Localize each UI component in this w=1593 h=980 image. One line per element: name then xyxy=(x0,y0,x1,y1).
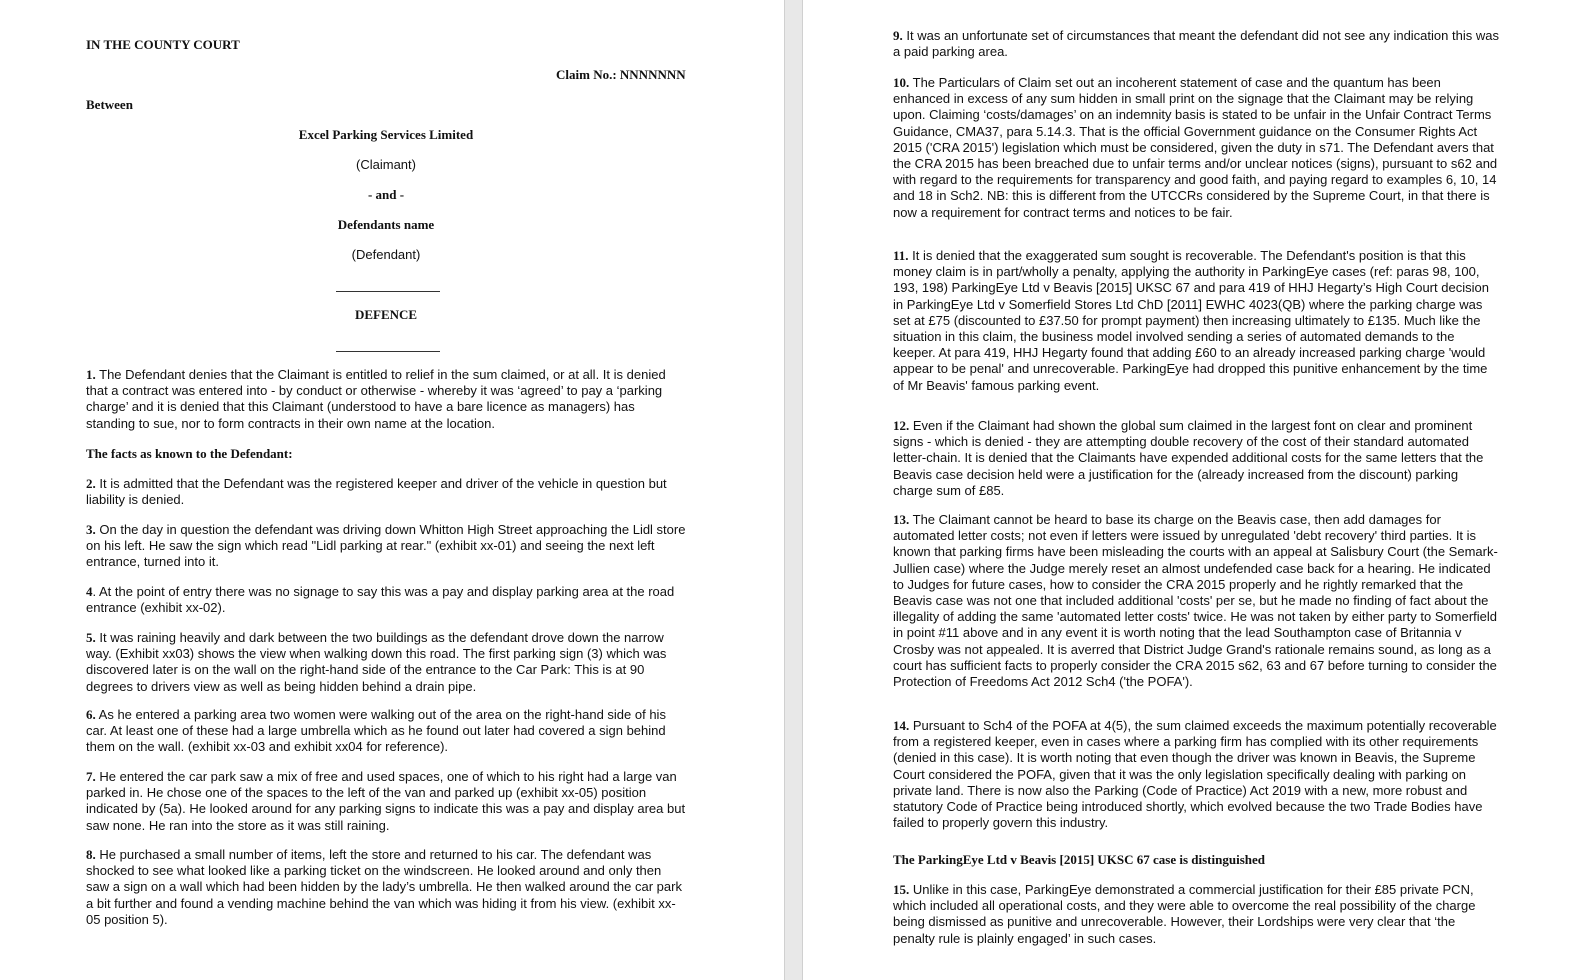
defendant-name: Defendants name xyxy=(337,217,435,232)
court-heading: IN THE COUNTY COURT xyxy=(86,37,240,52)
paragraph-11: 11. It is denied that the exaggerated sum sought is recoverable. The Defendant's position is that this money claim is in part/wholly a penalty, applying the authority in ParkingEye cases (ref: paras 98, 100, 193, 198) ParkingEye Ltd v Beavis [2015] UKSC 67 and para 419 of HHJ Hegarty’s High Court decision in ParkingEye Ltd v Somerfield Stores Ltd ChD [2011] EWHC 4023(QB) where the parking charge was set at £75 (discounted to £37.50 for prompt payment) then increasing ultimately to £135. Much like the situation in this claim, the business model involved sending a series of automated demands to the keeper. At para 419, HHJ Hegarty found that adding £60 to an already increased parking charge 'would appear to be penal' and unrecoverable. ParkingEye had dropped this punitive enhancement by the time of Mr Beavis' famous parking event. xyxy=(893,248,1489,393)
paragraph-6: 6. As he entered a parking area two women were walking out of the area on the right-hand side of his car. At least one of these had a large umbrella which as he found out later had covered a sign behind them on the wall. (exhibit xx-03 and exhibit xx04 for reference). xyxy=(86,707,666,755)
paragraph-15: 15. Unlike in this case, ParkingEye demonstrated a commercial justification for their £85 private PCN, which included all operational costs, and they were able to overcome the real possibility of the charge being dismissed as punitive and unrecoverable. However, their Lordships were very clear that ‘the penalty rule is plainly engaged’ in such cases. xyxy=(893,882,1476,946)
paragraph-2: 2. It is admitted that the Defendant was the registered keeper and driver of the vehicle in question but liability is denied. xyxy=(86,476,667,508)
claimant-role: (Claimant) xyxy=(356,157,416,172)
paragraph-8: 8. He purchased a small number of items, left the store and returned to his car. The defendant was shocked to see what looked like a parking ticket on the windscreen. He looked around and only then saw a sign on a wall which had been hidden by the lady’s umbrella. He then walked around the car park a bit further and found a vending machine behind the van which was hiding it from his view. (exhibit xx-05 position 5). xyxy=(86,847,682,927)
divider-line xyxy=(336,291,440,292)
paragraph-3: 3. On the day in question the defendant was driving down Whitton High Street approaching the Lidl store on his left. He saw the sign which read "Lidl parking at rear." (exhibit xx-01) and seeing the next left entrance, turned into it. xyxy=(86,522,686,570)
paragraph-7: 7. He entered the car park saw a mix of free and used spaces, one of which to his right had a large van parked in. He chose one of the spaces to the left of the van and parked up (exhibit xx-05) position indicated by (5a). He looked around for any parking signs to indicate this was a pay and display area but saw none. He ran into the store as it was still raining. xyxy=(86,769,686,833)
claimant-name: Excel Parking Services Limited xyxy=(298,127,474,142)
divider-line xyxy=(336,351,440,352)
paragraph-14: 14. Pursuant to Sch4 of the POFA at 4(5), the sum claimed exceeds the maximum potentially recoverable from a registered keeper, even in cases where a parking firm has complied with its other requirements (denied in this case). It is worth noting that even though the driver was known in Beavis, the Supreme Court considered the POFA, given that it was the only legislation specifically dealing with parking on private land. There is now also the Parking (Code of Practice) Act 2019 with a new, more robust and statutory Code of Practice being introduced shortly, which evolved because the two Trade Bodies have failed to properly govern this industry. xyxy=(893,718,1497,831)
paragraph-1: 1. The Defendant denies that the Claimant is entitled to relief in the sum claimed, or at all. It is denied that a contract was entered into - by conduct or otherwise - whereby it was ‘agreed’ to pay a ‘parking charge’ and it is denied that this Claimant (understood to have a bare licence as managers) has standing to sue, nor to form contracts in their own name at the location. xyxy=(86,367,666,431)
between-label: Between xyxy=(86,97,133,112)
distinguished-heading: The ParkingEye Ltd v Beavis [2015] UKSC 67 case is distinguished xyxy=(893,852,1265,867)
claim-number: Claim No.: NNNNNNN xyxy=(556,67,686,82)
defendant-role: (Defendant) xyxy=(351,247,421,262)
paragraph-4: 4. At the point of entry there was no signage to say this was a pay and display parking area at the road entrance (exhibit xx-02). xyxy=(86,584,675,616)
paragraph-10: 10. The Particulars of Claim set out an incoherent statement of case and the quantum has been enhanced in excess of any sum hidden in small print on the signage that the Claimant may be relying upon. Claiming ‘costs/damages’ on an indemnity basis is stated to be unfair in the Unfair Contract Terms Guidance, CMA37, para 5.14.3. That is the official Government guidance on the Consumer Rights Act 2015 ('CRA 2015') legislation which must be considered, given the duty in s71. The Defendant avers that the CRA 2015 has been breached due to unfair terms and/or unclear notices (signs), pursuant to s62 and with regard to the requirements for transparency and good faith, and paying regard to examples 6, 10, 14 and 18 in Sch2. NB: this is different from the UTCCRs considered by the Supreme Court, in that there is now a requirement for contract terms and notices to be fair. xyxy=(893,75,1498,220)
document-title: DEFENCE xyxy=(354,307,418,322)
page-gutter xyxy=(784,0,803,980)
paragraph-13: 13. The Claimant cannot be heard to base its charge on the Beavis case, then add damages for automated letter costs; not even if letters were issued by unregulated 'debt recovery' third parties. It is known that parking firms have been misleading the courts with an appeal at Salisbury Court (the Semark-Jullien case) where the Judge merely reset an almost undefended case back for a hearing. He indicated to Judges for future cases, how to consider the CRA 2015 properly and he rightly remarked that the Beavis case was not one that included additional 'costs' per se, but he made no finding of fact about the illegality of adding the same 'automated letter costs' twice. He was not taken by either party to Somerfield in point #11 above and in any event it is worth noting that the lead Southampton case of Britannia v Crosby was not appealed. It is averred that District Judge Grand's rationale remains sound, as long as a court has sufficient facts to properly consider the CRA 2015 s62, 63 and 67 before turning to consider the Protection of Freedoms Act 2012 Sch4 ('the POFA'). xyxy=(893,512,1498,690)
facts-heading: The facts as known to the Defendant: xyxy=(86,446,293,461)
paragraph-5: 5. It was raining heavily and dark between the two buildings as the defendant drove down the narrow way. (Exhibit xx03) shows the view when walking down this road. The first parking sign (3) which was discovered later is on the wall on the right-hand side of the entrance to the Car Park: This is at 90 degrees to drivers view as well as being hidden behind a drain pipe. xyxy=(86,630,667,694)
paragraph-12: 12. Even if the Claimant had shown the global sum claimed in the largest font on clear and prominent signs - which is denied - they are attempting double recovery of the cost of their standard automated letter-chain. It is denied that the Claimants have expended additional costs for the same letters that the Beavis case decision held were a justification for the (already increased from the discount) parking charge sum of £85. xyxy=(893,418,1484,498)
and-separator: - and - xyxy=(367,187,405,202)
paragraph-9: 9. It was an unfortunate set of circumstances that meant the defendant did not see any indication this was a paid parking area. xyxy=(893,28,1499,60)
